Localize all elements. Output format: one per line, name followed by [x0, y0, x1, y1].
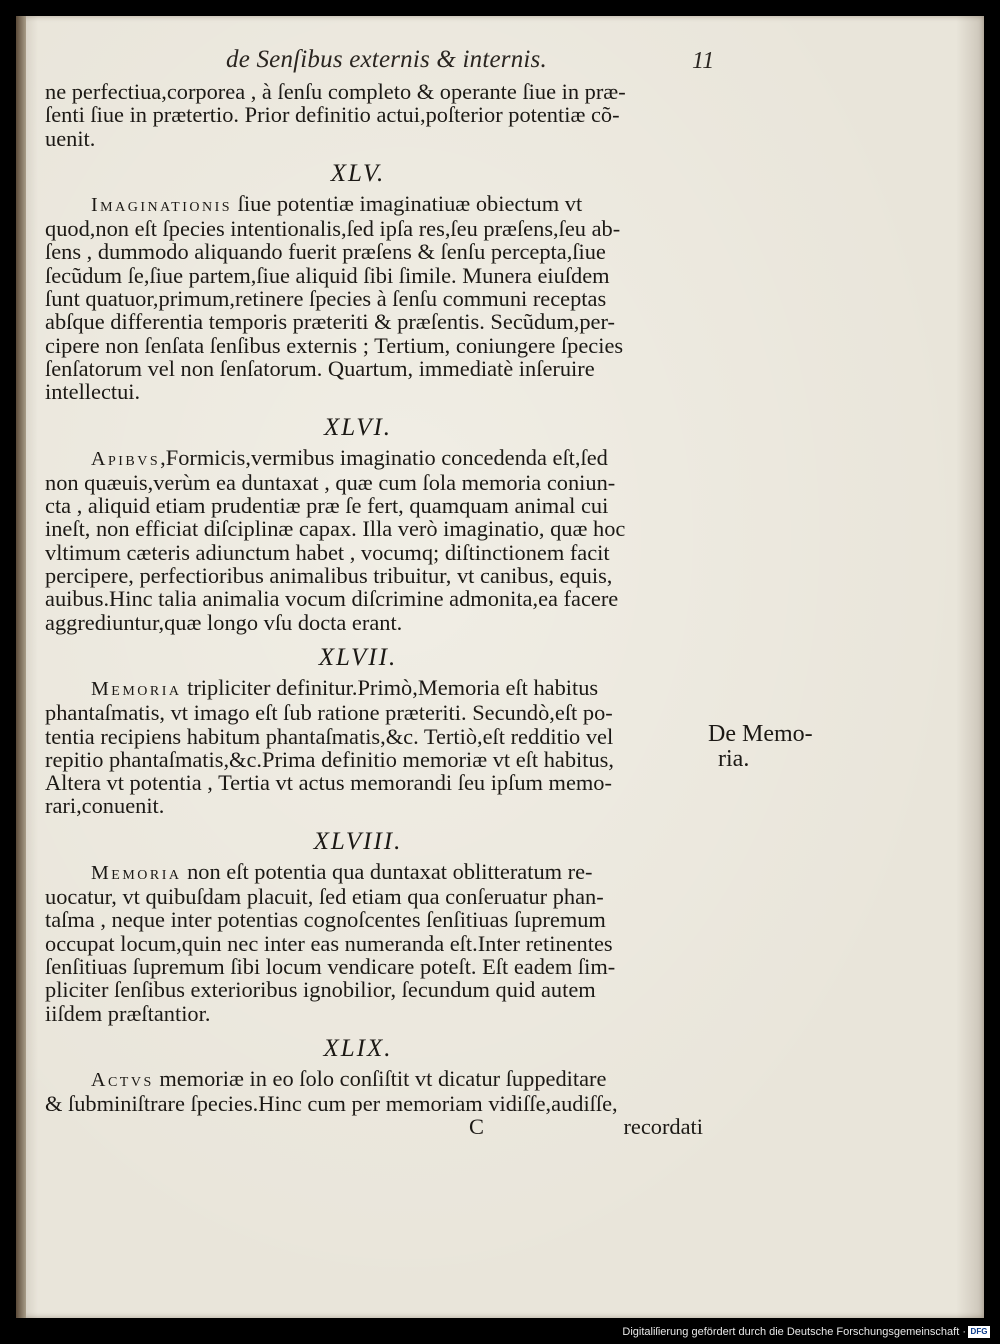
- text-line: & ſubminiſtrare ſpecies.Hinc cum per memoriam vidiſſe,audiſſe,: [45, 1091, 618, 1117]
- book-page: [16, 16, 984, 1318]
- text-line: ſecũdum ſe,ſiue partem,ſiue aliquid ſibi ſimile. Munera eiuſdem: [45, 262, 610, 288]
- catchword: recordati: [623, 1114, 703, 1140]
- text-line: uocatur, vt quibuſdam placuit, ſed etiam qua conſeruatur phan-: [45, 884, 604, 910]
- text-line: repitio phantaſmatis,&c.Prima definitio memoriæ vt eſt habitus,: [45, 746, 614, 772]
- section-paragraph: [45, 192, 711, 404]
- text-line: rari,conuenit.: [45, 793, 165, 819]
- margin-note-line: De Memo-: [708, 721, 813, 747]
- text-line: auibus.Hinc talia animalia vocum diſcrimine admonita,ea facere: [45, 586, 619, 612]
- section-paragraph: [45, 676, 711, 818]
- text-line: Imaginationis ſiue potentiæ imaginatiuæ obiectum vt: [91, 190, 583, 216]
- text-line: ſenſatorum vel non ſenſatorum. Quartum, immediatè inſeruire: [45, 355, 595, 381]
- dfg-logo: DFG: [968, 1326, 990, 1338]
- lead-word: Actvs: [91, 1068, 154, 1091]
- signature-mark: C: [469, 1114, 484, 1140]
- lead-word: Memoria: [91, 861, 182, 884]
- text-line: uenit.: [45, 125, 96, 151]
- text-line: aggrediuntur,quæ longo vſu docta erant.: [45, 609, 403, 635]
- section-numeral: XLVI.: [323, 413, 393, 441]
- text-line: ſunt quatuor,primum,retinere ſpecies à ſenſu communi receptas: [45, 286, 607, 312]
- text-line: non quæuis,verùm ea duntaxat , quæ cum ſola memoria coniun-: [45, 469, 616, 495]
- section-numeral: XLVIII.: [313, 827, 403, 855]
- continuation-paragraph: [45, 80, 711, 150]
- text-line: Apibvs,Formicis,vermibus imaginatio concedenda eſt,ſed: [91, 444, 608, 470]
- text-line: pliciter ſenſibus exterioribus ignobilior, ſecundum quid autem: [45, 977, 596, 1003]
- margin-note-line: ria.: [718, 746, 750, 772]
- lead-word: Memoria: [91, 677, 182, 700]
- lead-word: Apibvs: [91, 447, 161, 470]
- text-line: cipere non ſenſata ſenſibus externis ; Tertium, coniungere ſpecies: [45, 332, 624, 358]
- page-number: 11: [692, 48, 715, 74]
- text-line: iiſdem præſtantior.: [45, 1000, 211, 1026]
- lead-word: Imaginationis: [91, 193, 233, 216]
- text-line: Altera vt potentia , Tertia vt actus memorandi ſeu ipſum memo-: [45, 770, 612, 796]
- section-numeral: XLV.: [330, 159, 386, 187]
- running-title: de Senſibus externis & internis.: [226, 46, 547, 73]
- section-paragraph: [45, 1067, 711, 1116]
- text-line: ineſt, non efficiat diſciplinæ capax. Illa verò imaginatio, quæ hoc: [45, 516, 626, 542]
- text-line: phantaſmatis, vt imago eſt ſub ratione præteriti. Secundò,eſt po-: [45, 700, 613, 726]
- text-line: ſens , dummodo aliquando fuerit præſens & ſenſu percepta,ſiue: [45, 239, 606, 265]
- section-numeral: XLVII.: [318, 643, 398, 671]
- text-line: vltimum cæteris adiunctum habet , vocumq; diſtinctionem facit: [45, 539, 610, 565]
- text-line: ſenſitiuas ſupremum ſibi locum vendicare poteſt. Eſt eadem ſim-: [45, 953, 616, 979]
- section-numeral: XLIX.: [323, 1034, 393, 1062]
- digitization-credit: Digitaliſierung gefördert durch die Deutsche Forschungsgemeinschaft ·: [622, 1326, 966, 1338]
- text-line: taſma , neque inter potentias cognoſcentes ſenſitiuas ſupremum: [45, 907, 606, 933]
- page-gutter-edge: [16, 16, 26, 1318]
- text-line: cta , aliquid etiam prudentiæ præ ſe fert, quamquam animal cui: [45, 493, 609, 519]
- text-line: abſque differentia temporis præteriti & præſentis. Secũdum,per-: [45, 309, 615, 335]
- main-text: [45, 80, 711, 1139]
- text-line: intellectui.: [45, 379, 141, 405]
- section-paragraph: [45, 446, 711, 634]
- text-line: occupat locum,quin nec inter eas numeranda eſt.Inter retinentes: [45, 930, 613, 956]
- text-line: Actvs memoriæ in eo ſolo conſiſtit vt dicatur ſuppeditare: [91, 1065, 607, 1091]
- text-line: Memoria non eſt potentia qua duntaxat oblitteratum re-: [91, 858, 593, 884]
- section-paragraph: [45, 860, 711, 1025]
- text-line: percipere, perfectioribus animalibus tribuitur, vt canibus, equis,: [45, 563, 613, 589]
- page-foot-line: [45, 1115, 711, 1139]
- text-line: Memoria tripliciter definitur.Primò,Memoria eſt habitus: [91, 674, 599, 700]
- text-line: tentia recipiens habitum phantaſmatis,&c. Tertiò,eſt redditio vel: [45, 723, 614, 749]
- text-line: ſenti ſiue in prætertio. Prior definitio actui,poſterior potentiæ cõ-: [45, 102, 620, 128]
- margin-note: [708, 722, 848, 772]
- text-line: quod,non eſt ſpecies intentionalis,ſed ipſa res,ſeu præſens,ſeu ab-: [45, 216, 621, 242]
- text-line: ne perfectiua,corporea , à ſenſu completo & operante ſiue in præ-: [45, 79, 626, 104]
